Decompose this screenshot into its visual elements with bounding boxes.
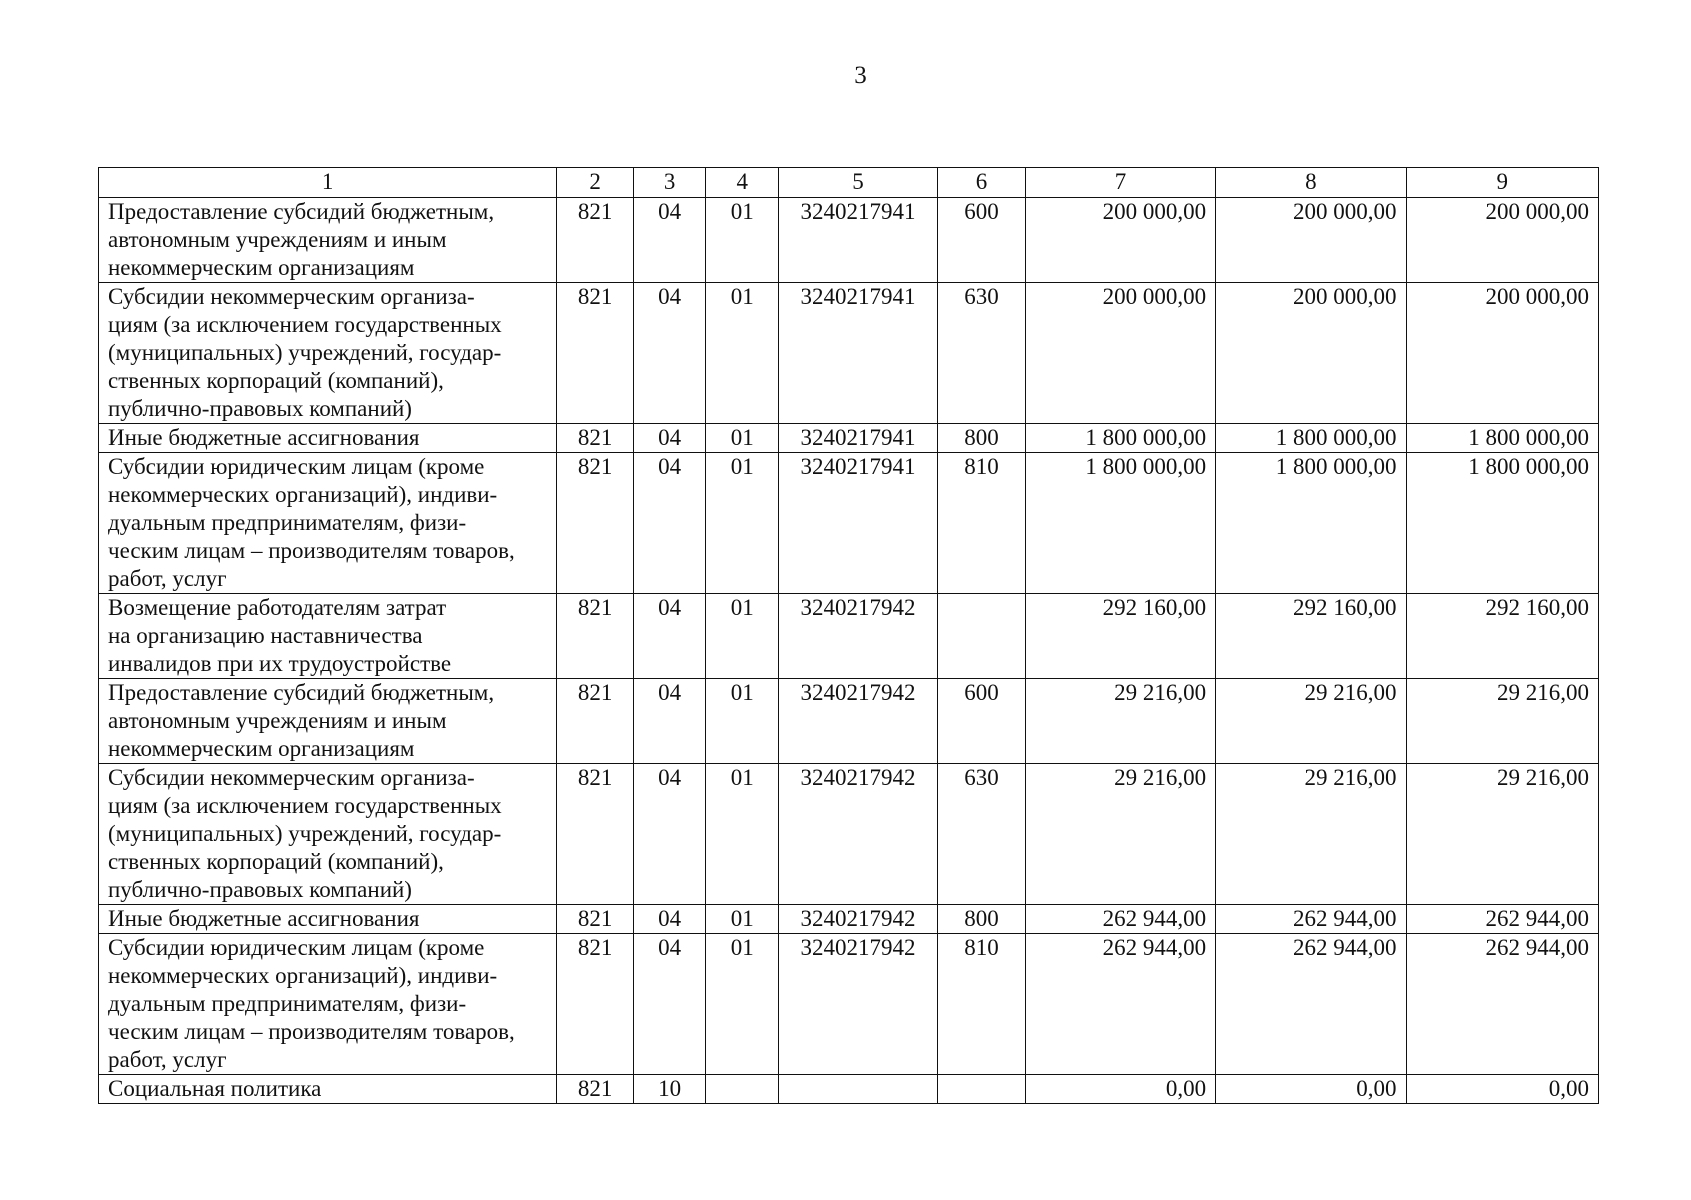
department-code-cell: 821 [557,679,634,764]
item-name-cell: Субсидии некоммерческим организа- циям (за исключением государственных (муниципальных) учреждений, государ- ственных корпораций (компаний), публично-правовых компаний) [99,283,557,424]
column-number: 7 [1025,168,1215,198]
section-code-cell: 04 [633,679,706,764]
column-number: 4 [706,168,779,198]
department-code-cell: 821 [557,453,634,594]
expense-type-code-cell: 600 [938,198,1026,283]
section-code-cell: 04 [633,764,706,905]
column-number: 1 [99,168,557,198]
expense-type-code-cell [938,1075,1026,1104]
target-article-code-cell: 3240217941 [778,424,937,453]
amount-cell: 262 944,00 [1216,934,1406,1075]
item-name-cell: Возмещение работодателям затрат на организацию наставничества инвалидов при их трудоустройстве [99,594,557,679]
table-row [99,1075,1599,1104]
subsection-code-cell: 01 [706,453,779,594]
table-row [99,594,1599,679]
department-code-cell: 821 [557,764,634,905]
section-code-cell: 04 [633,198,706,283]
amount-cell: 29 216,00 [1406,764,1598,905]
target-article-code-cell: 3240217942 [778,764,937,905]
amount-cell: 1 800 000,00 [1216,453,1406,594]
subsection-code-cell: 01 [706,198,779,283]
amount-cell: 262 944,00 [1406,934,1598,1075]
department-code-cell: 821 [557,934,634,1075]
amount-cell: 262 944,00 [1216,905,1406,934]
item-name-cell: Предоставление субсидий бюджетным, автономным учреждениям и иным некоммерческим организациям [99,679,557,764]
subsection-code-cell: 01 [706,424,779,453]
section-code-cell: 04 [633,905,706,934]
amount-cell: 0,00 [1025,1075,1215,1104]
target-article-code-cell: 3240217942 [778,905,937,934]
amount-cell: 200 000,00 [1216,283,1406,424]
department-code-cell: 821 [557,905,634,934]
department-code-cell: 821 [557,1075,634,1104]
column-number: 9 [1406,168,1598,198]
target-article-code-cell: 3240217942 [778,934,937,1075]
expense-type-code-cell: 630 [938,764,1026,905]
column-number: 3 [633,168,706,198]
column-number: 5 [778,168,937,198]
amount-cell: 1 800 000,00 [1025,453,1215,594]
amount-cell: 1 800 000,00 [1406,424,1598,453]
table-row [99,198,1599,283]
subsection-code-cell: 01 [706,594,779,679]
section-code-cell: 04 [633,453,706,594]
expense-type-code-cell: 810 [938,934,1026,1075]
expense-type-code-cell: 800 [938,905,1026,934]
item-name-cell: Иные бюджетные ассигнования [99,905,557,934]
table-row [99,283,1599,424]
target-article-code-cell [778,1075,937,1104]
section-code-cell: 10 [633,1075,706,1104]
column-number-row [99,168,1599,198]
amount-cell: 1 800 000,00 [1406,453,1598,594]
amount-cell: 0,00 [1406,1075,1598,1104]
section-code-cell: 04 [633,934,706,1075]
department-code-cell: 821 [557,594,634,679]
expense-type-code-cell: 630 [938,283,1026,424]
amount-cell: 29 216,00 [1025,764,1215,905]
amount-cell: 200 000,00 [1406,283,1598,424]
table-body [99,168,1599,1104]
table-row [99,934,1599,1075]
expense-type-code-cell: 600 [938,679,1026,764]
expense-type-code-cell [938,594,1026,679]
amount-cell: 262 944,00 [1406,905,1598,934]
table-row [99,764,1599,905]
subsection-code-cell: 01 [706,764,779,905]
amount-cell: 200 000,00 [1216,198,1406,283]
subsection-code-cell: 01 [706,679,779,764]
section-code-cell: 04 [633,283,706,424]
amount-cell: 29 216,00 [1025,679,1215,764]
item-name-cell: Социальная политика [99,1075,557,1104]
department-code-cell: 821 [557,198,634,283]
amount-cell: 1 800 000,00 [1216,424,1406,453]
target-article-code-cell: 3240217942 [778,594,937,679]
page-number: 3 [854,62,867,89]
table-row [99,424,1599,453]
column-number: 2 [557,168,634,198]
section-code-cell: 04 [633,424,706,453]
amount-cell: 200 000,00 [1406,198,1598,283]
department-code-cell: 821 [557,424,634,453]
amount-cell: 29 216,00 [1216,679,1406,764]
subsection-code-cell: 01 [706,934,779,1075]
department-code-cell: 821 [557,283,634,424]
item-name-cell: Субсидии юридическим лицам (кроме некоммерческих организаций), индиви- дуальным предпринимателям, физи- ческим лицам – производителям товаров, работ, услуг [99,934,557,1075]
amount-cell: 29 216,00 [1406,679,1598,764]
section-code-cell: 04 [633,594,706,679]
item-name-cell: Иные бюджетные ассигнования [99,424,557,453]
amount-cell: 262 944,00 [1025,905,1215,934]
subsection-code-cell: 01 [706,905,779,934]
amount-cell: 0,00 [1216,1075,1406,1104]
amount-cell: 292 160,00 [1025,594,1215,679]
amount-cell: 292 160,00 [1216,594,1406,679]
subsection-code-cell [706,1075,779,1104]
column-number: 6 [938,168,1026,198]
item-name-cell: Субсидии некоммерческим организа- циям (за исключением государственных (муниципальных) учреждений, государ- ственных корпораций (компаний), публично-правовых компаний) [99,764,557,905]
budget-table [98,167,1599,1104]
amount-cell: 292 160,00 [1406,594,1598,679]
subsection-code-cell: 01 [706,283,779,424]
expense-type-code-cell: 800 [938,424,1026,453]
amount-cell: 200 000,00 [1025,283,1215,424]
item-name-cell: Субсидии юридическим лицам (кроме некоммерческих организаций), индиви- дуальным предпринимателям, физи- ческим лицам – производителям товаров, работ, услуг [99,453,557,594]
target-article-code-cell: 3240217941 [778,453,937,594]
amount-cell: 262 944,00 [1025,934,1215,1075]
amount-cell: 200 000,00 [1025,198,1215,283]
target-article-code-cell: 3240217941 [778,198,937,283]
target-article-code-cell: 3240217941 [778,283,937,424]
item-name-cell: Предоставление субсидий бюджетным, автономным учреждениям и иным некоммерческим организациям [99,198,557,283]
expense-type-code-cell: 810 [938,453,1026,594]
table-row [99,453,1599,594]
table-row [99,679,1599,764]
amount-cell: 1 800 000,00 [1025,424,1215,453]
target-article-code-cell: 3240217942 [778,679,937,764]
column-number: 8 [1216,168,1406,198]
table-row [99,905,1599,934]
amount-cell: 29 216,00 [1216,764,1406,905]
